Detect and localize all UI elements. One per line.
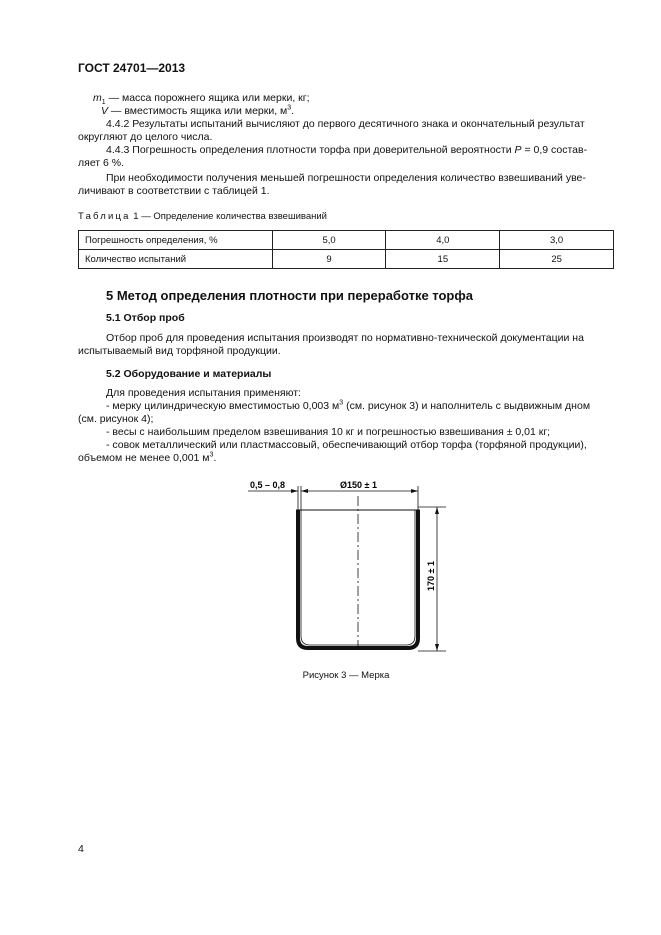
definition-m1: $m_1$ — масса порожнего ящика или мерки, кг; [93,92,310,107]
definition-v: V — вместимость ящика или мерки, $м^3$. [101,104,295,117]
page-number: 4 [78,843,84,855]
table-cell: 4,0 [386,231,500,250]
table-caption: Таблица 1 — Определение количества взвешиваний [78,211,327,222]
wall-thickness-label: 0,5 – 0,8 [250,480,286,490]
section-51-title: 5.1 Отбор проб [106,312,185,324]
table-cell: 15 [386,250,500,269]
section-52-title: 5.2 Оборудование и материалы [106,368,272,380]
arrow [291,489,298,493]
s52-item1-line1: - мерку цилиндрическую вместимостью 0,003 $м^3$ (см. рисунок 3) и наполнитель с выдвижным дном [106,399,591,412]
para-442-line1: 4.4.2 Результаты испытаний вычисляют до первого десятичного знака и окончательный результат [106,118,585,130]
table-cell: 25 [500,250,614,269]
document-header: ГОСТ 24701—2013 [78,61,186,75]
s52-item3: - совок металлический или пластмассовый, обеспечивающий отбор торфа (торфяной продукции), [106,439,587,451]
s51-line1: Отбор проб для проведения испытания производят по нормативно-технической документации на [106,332,584,344]
diameter-label: Ø150 ± 1 [340,480,377,490]
section-5-title: 5 Метод определения плотности при переработке торфа [106,288,473,303]
para-443-line1: 4.4.3 Погрешность определения плотности торфа при доверительной вероятности P = 0,9 состав- [106,144,588,156]
m1-variable: m [93,92,102,104]
para-442-line2: округляют до целого числа. [78,131,213,143]
s52-item2: - весы с наибольшим пределом взвешивания 10 кг и погрешностью взвешивания ± 0,01 кг; [106,426,551,438]
measure-cup-drawing [240,470,450,660]
table-cell: Количество испытаний [79,250,273,269]
figure-caption: Рисунок 3 — Мерка [302,670,390,681]
table-cell: Погрешность определения, % [79,231,273,250]
v-variable: V [101,105,109,117]
arrow [411,489,418,493]
weighings-table [78,230,614,269]
para-need-line2: личивают в соответствии с таблицей 1. [78,185,270,197]
s52-item3-line2: объемом не менее 0,001 $м^3$. [78,451,217,464]
s52-intro: Для проведения испытания применяют: [106,387,301,399]
table-row [79,231,614,250]
table-cell: 9 [272,250,386,269]
para-443-line2: ляет 6 %. [78,157,125,169]
para-need-line1: При необходимости получения меньшей погрешности определения количество взвешиваний уве- [106,172,586,184]
table-row [79,250,614,269]
s51-line2: испытываемый вид торфяной продукции. [78,345,281,357]
arrow [435,507,439,514]
table-cell: 5,0 [272,231,386,250]
height-label: 170 ± 1 [426,561,436,591]
arrow [301,489,308,493]
s52-item1-line2: (см. рисунок 4); [78,413,154,425]
arrow [435,644,439,651]
table-cell: 3,0 [500,231,614,250]
